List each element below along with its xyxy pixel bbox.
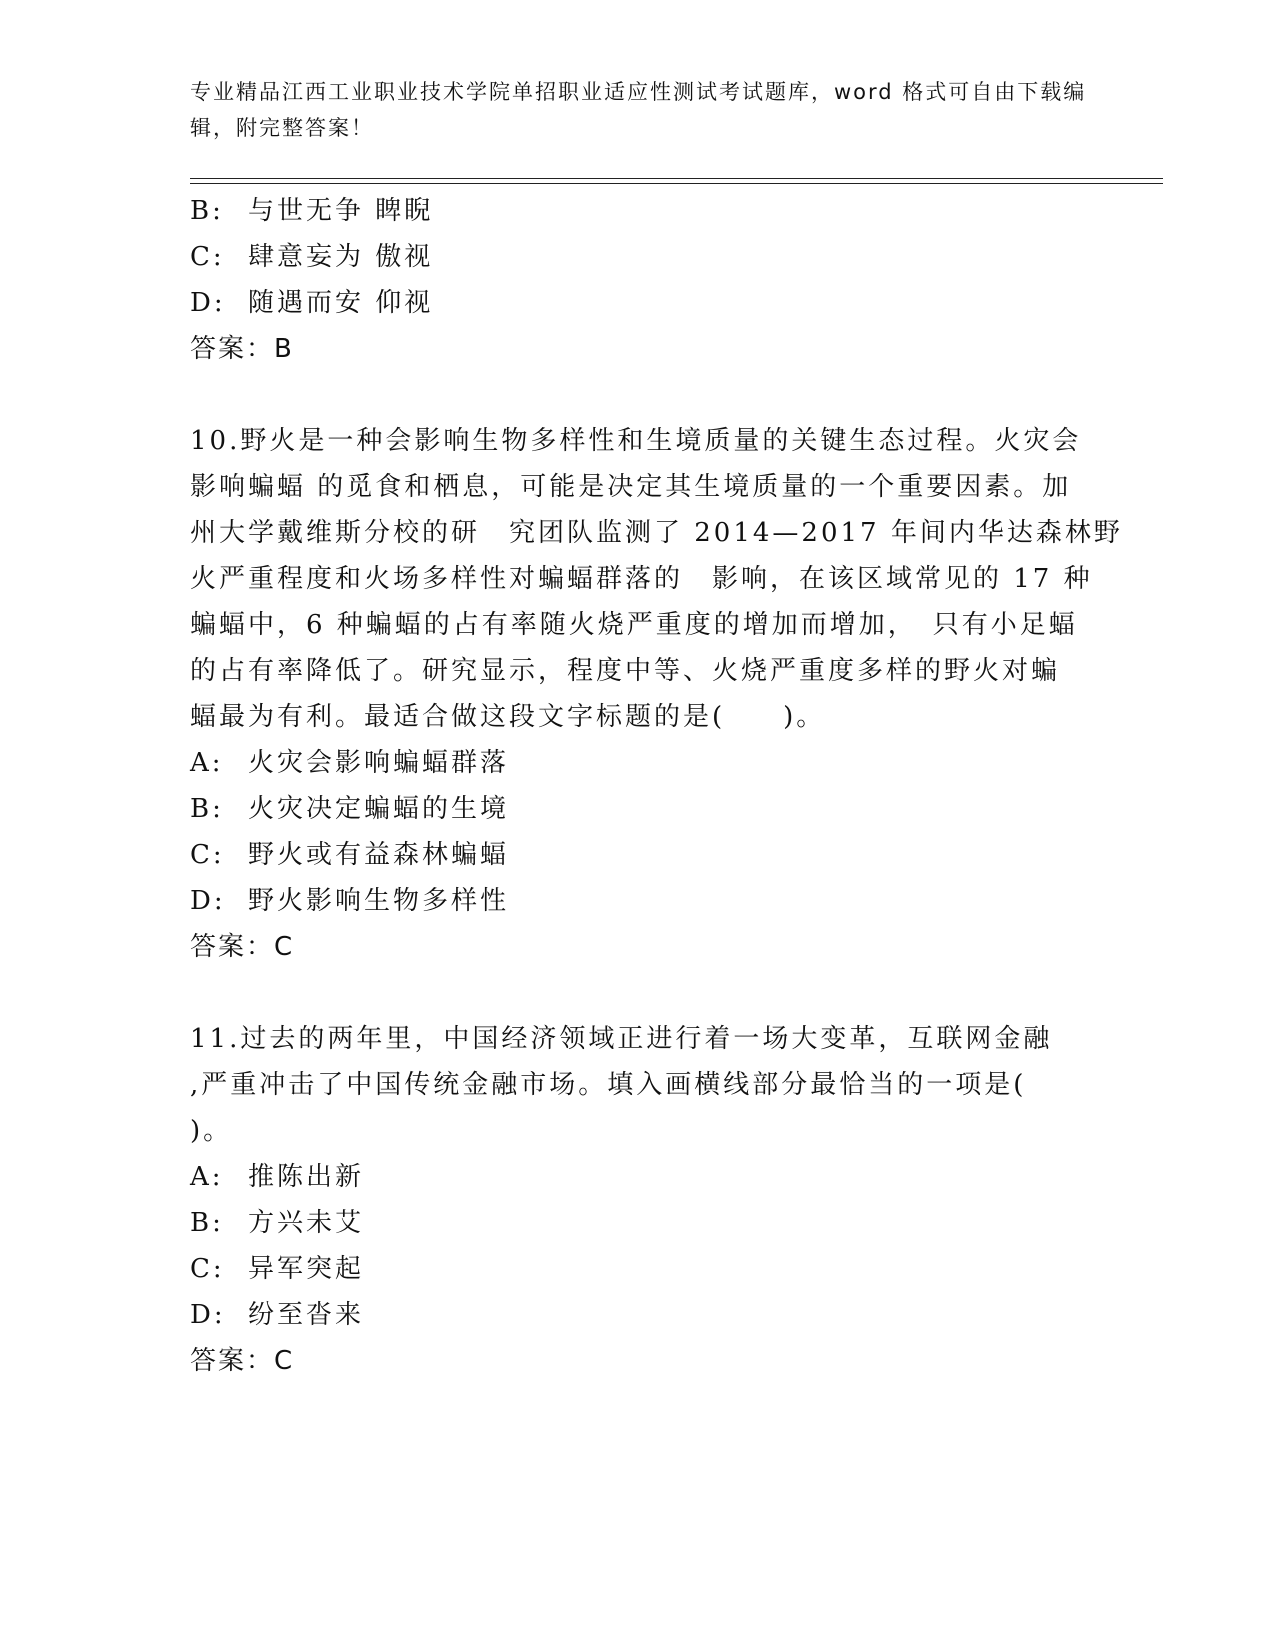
option-text: 火灾决定蝙蝠的生境 — [248, 794, 510, 824]
option-key: C: — [190, 242, 225, 272]
option-text: 野火或有益森林蝙蝠 — [248, 840, 510, 870]
option-key: B: — [190, 1208, 224, 1238]
option-d — [190, 878, 1090, 924]
option-a — [190, 740, 1090, 786]
question-text-line: 11.过去的两年里，中国经济领域正进行着一场大变革，互联网金融 — [190, 1024, 1053, 1054]
option-c — [190, 832, 1090, 878]
option-text: 与世无争 睥睨 — [248, 196, 434, 226]
option-text: 肆意妄为 傲视 — [248, 242, 434, 272]
option-key: D: — [190, 1300, 226, 1330]
header-rule-bottom — [190, 183, 1163, 184]
option-key: B: — [190, 196, 224, 226]
question-text-line: 州大学戴维斯分校的研 究团队监测了 2014—2017 年间内华达森林野 — [190, 518, 1123, 548]
spacer — [190, 970, 1090, 1016]
option-key: D: — [190, 288, 226, 318]
page-header: 专业精品江西工业职业技术学院单招职业适应性测试考试题库，word 格式可自由下载编辑，附完整答案！ — [190, 80, 1087, 140]
option-key: D: — [190, 886, 226, 916]
question-text-line: 10.野火是一种会影响生物多样性和生境质量的关键生态过程。火灾会 — [190, 426, 1082, 456]
option-key: C: — [190, 1254, 225, 1284]
question-text-line: 的占有率降低了。研究显示，程度中等、火烧严重度多样的野火对蝙 — [190, 656, 1061, 686]
option-text: 方兴未艾 — [248, 1208, 365, 1238]
answer-line: 答案：C — [190, 1346, 295, 1376]
option-key: C: — [190, 840, 225, 870]
question-text-line: 火严重程度和火场多样性对蝙蝠群落的 影响，在该区域常见的 17 种 — [190, 564, 1093, 594]
question-text-line: 影响蝙蝠 的觅食和栖息，可能是决定其生境质量的一个重要因素。加 — [190, 472, 1072, 502]
option-key: B: — [190, 794, 224, 824]
option-text: 火灾会影响蝙蝠群落 — [248, 748, 510, 778]
option-d — [190, 1292, 1090, 1338]
option-b — [190, 188, 1090, 234]
option-key: A: — [190, 748, 224, 778]
header-rule-top — [190, 178, 1163, 179]
option-a — [190, 1154, 1090, 1200]
question-text-line: 蝠最为有利。最适合做这段文字标题的是( )。 — [190, 702, 826, 732]
option-text: 推陈出新 — [248, 1162, 365, 1192]
question-text-line: 蝙蝠中，6 种蝙蝠的占有率随火烧严重度的增加而增加， 只有小足蝠 — [190, 610, 1078, 640]
spacer — [190, 372, 1090, 418]
option-d — [190, 280, 1090, 326]
option-key: A: — [190, 1162, 224, 1192]
answer-line: 答案：C — [190, 932, 295, 962]
option-text: 纷至沓来 — [248, 1300, 365, 1330]
question-9-tail — [190, 188, 1090, 372]
document-body — [190, 188, 1123, 1384]
option-text: 随遇而安 仰视 — [248, 288, 434, 318]
question-10 — [190, 418, 1123, 970]
option-text: 异军突起 — [248, 1254, 365, 1284]
option-b — [190, 786, 1090, 832]
answer-line: 答案：B — [190, 334, 294, 364]
question-text-line: )。 — [190, 1116, 233, 1146]
question-11 — [190, 1016, 1090, 1384]
option-b — [190, 1200, 1090, 1246]
option-c — [190, 234, 1090, 280]
option-c — [190, 1246, 1090, 1292]
question-text-line: ,严重冲击了中国传统金融市场。填入画横线部分最恰当的一项是( — [190, 1070, 1027, 1100]
option-text: 野火影响生物多样性 — [248, 886, 510, 916]
